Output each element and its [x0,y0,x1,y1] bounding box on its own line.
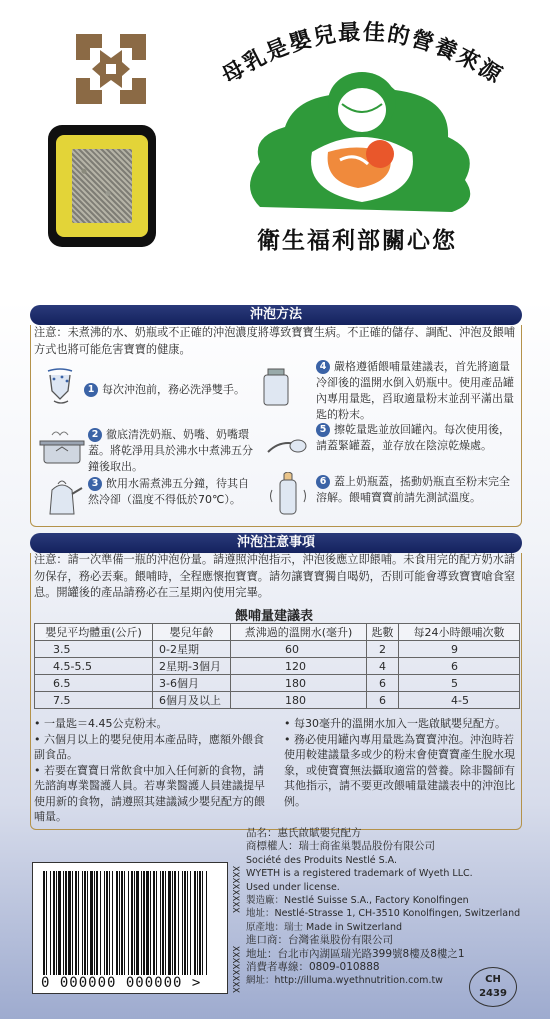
table-cell: 4-5 [399,692,520,709]
legal-line: 品名：惠氏啟賦嬰兒配方 [246,827,362,839]
boiling-pot-icon [38,427,86,471]
top-area [0,0,550,300]
legal-line: 網址：http://illuma.wyethnutrition.com.tw [246,975,443,987]
table-cell: 3-6個月 [153,675,231,692]
barcode-bars [41,871,213,975]
step-6 [316,474,518,506]
step-2 [88,427,256,475]
barcode-number: 0 000000 000000 > [41,975,202,991]
legal-line: 進口商：台灣雀巢股份有限公司 [246,934,393,947]
notes-title-bar [30,533,522,553]
kettle-icon [38,474,86,522]
table-cell: 180 [231,675,367,692]
scoop-icon [262,422,310,466]
recycle-icon [70,28,152,110]
table-cell: 0-2星期 [153,641,231,658]
table-header: 匙數 [367,624,399,641]
step-3 [88,476,256,508]
hologram-sticker [48,125,156,247]
table-cell: 6.5 [35,675,153,692]
step-4-number: 4 [316,360,330,374]
table-cell: 4.5-5.5 [35,658,153,675]
table-cell: 7.5 [35,692,153,709]
barcode [32,862,228,994]
legal-line: 原產地：瑞士 Made in Switzerland [246,921,403,933]
step-5-text: 擦乾量匙並放回罐內。每次使用後，請蓋緊罐蓋，並存放在陰涼乾燥處。 [316,423,510,452]
table-header: 每24小時餵哺次數 [399,624,520,641]
notes-title: 沖泡注意事項 [236,535,315,550]
bullet-item: • 若要在寶寶日常飲食中加入任何新的食物，請先諮詢專業醫護人員。若專業醫護人員建議提早使用新的食物，請遵照其建議減少嬰兒配方的餵哺量。 [34,763,265,823]
bullet-text: 每30毫升的溫開水加入一匙啟賦嬰兒配方。 [294,717,506,730]
notes-text: 注意：請一次準備一瓶的沖泡份量。請遵照沖泡指示，沖泡後應立即餵哺。未食用完的配方奶水請勿保存，務必丟棄。餵哺時，全程應懷抱寶寶。請勿讓寶寶獨自喝奶，否則可能會導致寶寶嗆食窒息。開罐後的產品請務必在三星期內使用完畢。 [34,553,516,599]
ch-badge [469,967,517,1007]
step-1 [84,382,254,398]
bullet-text: 務必使用罐內專用量匙為寶寶沖泡。沖泡時若使用較建議量多或少的粉末會使寶寶產生脫水現象，或使寶寶無法攝取適當的營養。除非醫師有其他指示，請不要更改餵哺量建議表中的沖泡比例。 [284,732,515,808]
hand-wash-icon [40,365,82,409]
slogan-top: 母乳是嬰兒最佳的營養來源 [217,19,508,90]
table-header-row [35,624,520,641]
prep-warning: 注意：未煮沸的水、奶瓶或不正確的沖泡濃度將導致寶寶生病。不正確的儲存、調配、沖泡及餵哺方式也將可能危害寶寶的健康。 [34,326,516,356]
breastfeeding-logo [190,2,535,252]
step-5-number: 5 [316,423,330,437]
bullets-left [34,716,270,825]
side-code-2: XXXXXXXX [230,946,240,994]
step-2-number: 2 [88,428,102,442]
bullets-right [284,716,518,809]
table-row [35,692,520,709]
table-row [35,658,520,675]
table-cell: 6 [367,675,399,692]
prep-title-bar [30,305,522,325]
step-3-text: 飲用水需煮沸五分鐘，待其自然冷卻（溫度不得低於70℃）。 [88,477,249,506]
table-cell: 2 [367,641,399,658]
bottle-jar-icon [258,365,298,409]
step-1-text: 每次沖泡前，務必洗淨雙手。 [102,383,245,396]
step-3-number: 3 [88,477,102,491]
bullet-item: • 每30毫升的溫開水加入一匙啟賦嬰兒配方。 [284,717,506,730]
table-cell: 9 [399,641,520,658]
step-4 [316,359,518,423]
legal-line: 地址：Nestlé-Strasse 1, CH-3510 Konolfingen, Switzerland [246,908,521,920]
step-6-number: 6 [316,475,330,489]
table-title: 餵哺量建議表 [235,609,314,624]
table-header: 嬰兒平均體重(公斤) [35,624,153,641]
table-cell: 180 [231,692,367,709]
feeding-table [34,623,520,709]
table-cell: 120 [231,658,367,675]
legal-info [246,827,536,988]
legal-line: WYETH is a registered trademark of Wyeth LLC. [246,868,473,880]
table-cell: 3.5 [35,641,153,658]
table-row [35,675,520,692]
table-cell: 6 [399,658,520,675]
table-cell: 60 [231,641,367,658]
table-row [35,641,520,658]
table-cell: 4 [367,658,399,675]
bullet-text: 六個月以上的嬰兒使用本產品時，應額外餵食副食品。 [34,732,264,761]
table-cell: 5 [399,675,520,692]
legal-line: 消費者專線：0809-010888 [246,961,380,974]
table-header: 嬰兒年齡 [153,624,231,641]
legal-line: 商標權人：瑞士商雀巢製品股份有限公司 [246,840,435,853]
legal-line: 製造廠：Nestlé Suisse S.A., Factory Konolfingen [246,895,469,907]
step-1-number: 1 [84,383,98,397]
bullet-text: 一量匙＝4.45公克粉末。 [44,717,168,730]
bullet-item: • 務必使用罐內專用量匙為寶寶沖泡。沖泡時若使用較建議量多或少的粉末會使寶寶產生脫水現象，或使寶寶無法攝取適當的營養。除非醫師有其他指示，請不要更改餵哺量建議表中的沖泡比例。 [284,732,515,808]
bullet-item: • 一量匙＝4.45公克粉末。 [34,717,168,730]
step-2-text: 徹底清洗奶瓶、奶嘴、奶嘴環蓋。將乾淨用具於沸水中煮沸五分鐘後取出。 [88,428,253,473]
step-6-text: 蓋上奶瓶蓋，搖動奶瓶直至粉末完全溶解。餵哺寶寶前請先測試溫度。 [316,475,510,504]
table-cell: 6 [367,692,399,709]
table-cell: 6個月及以上 [153,692,231,709]
slogan-bottom: 衛生福利部關心您 [257,227,457,254]
legal-line: Used under license. [246,881,340,893]
table-cell: 2星期-3個月 [153,658,231,675]
side-code-1: XXXXXXXX [230,866,240,914]
step-4-text: 嚴格遵循餵哺量建議表，首先將適量冷卻後的溫開水倒入奶瓶中。使用產品罐內專用量匙，舀取適量粉末並刮平滿出量匙的粉末。 [316,360,514,421]
prep-title: 沖泡方法 [249,307,302,322]
bullet-text: 若要在寶寶日常飲食中加入任何新的食物，請先諮詢專業醫護人員。若專業醫護人員建議提早使用新的食物，請遵照其建議減少嬰兒配方的餵哺量。 [34,763,265,823]
step-5 [316,422,518,454]
bullet-item: • 六個月以上的嬰兒使用本產品時，應額外餵食副食品。 [34,732,264,761]
ch-badge-line1: CH [485,974,501,985]
ch-badge-line2: 2439 [479,988,507,999]
legal-line: 地址：台北市內湖區瑞光路399號8樓及8樓之1 [246,947,465,960]
legal-line: Société des Produits Nestlé S.A. [246,854,397,866]
table-header: 煮沸過的溫開水(毫升) [231,624,367,641]
shaking-bottle-icon [268,472,308,522]
